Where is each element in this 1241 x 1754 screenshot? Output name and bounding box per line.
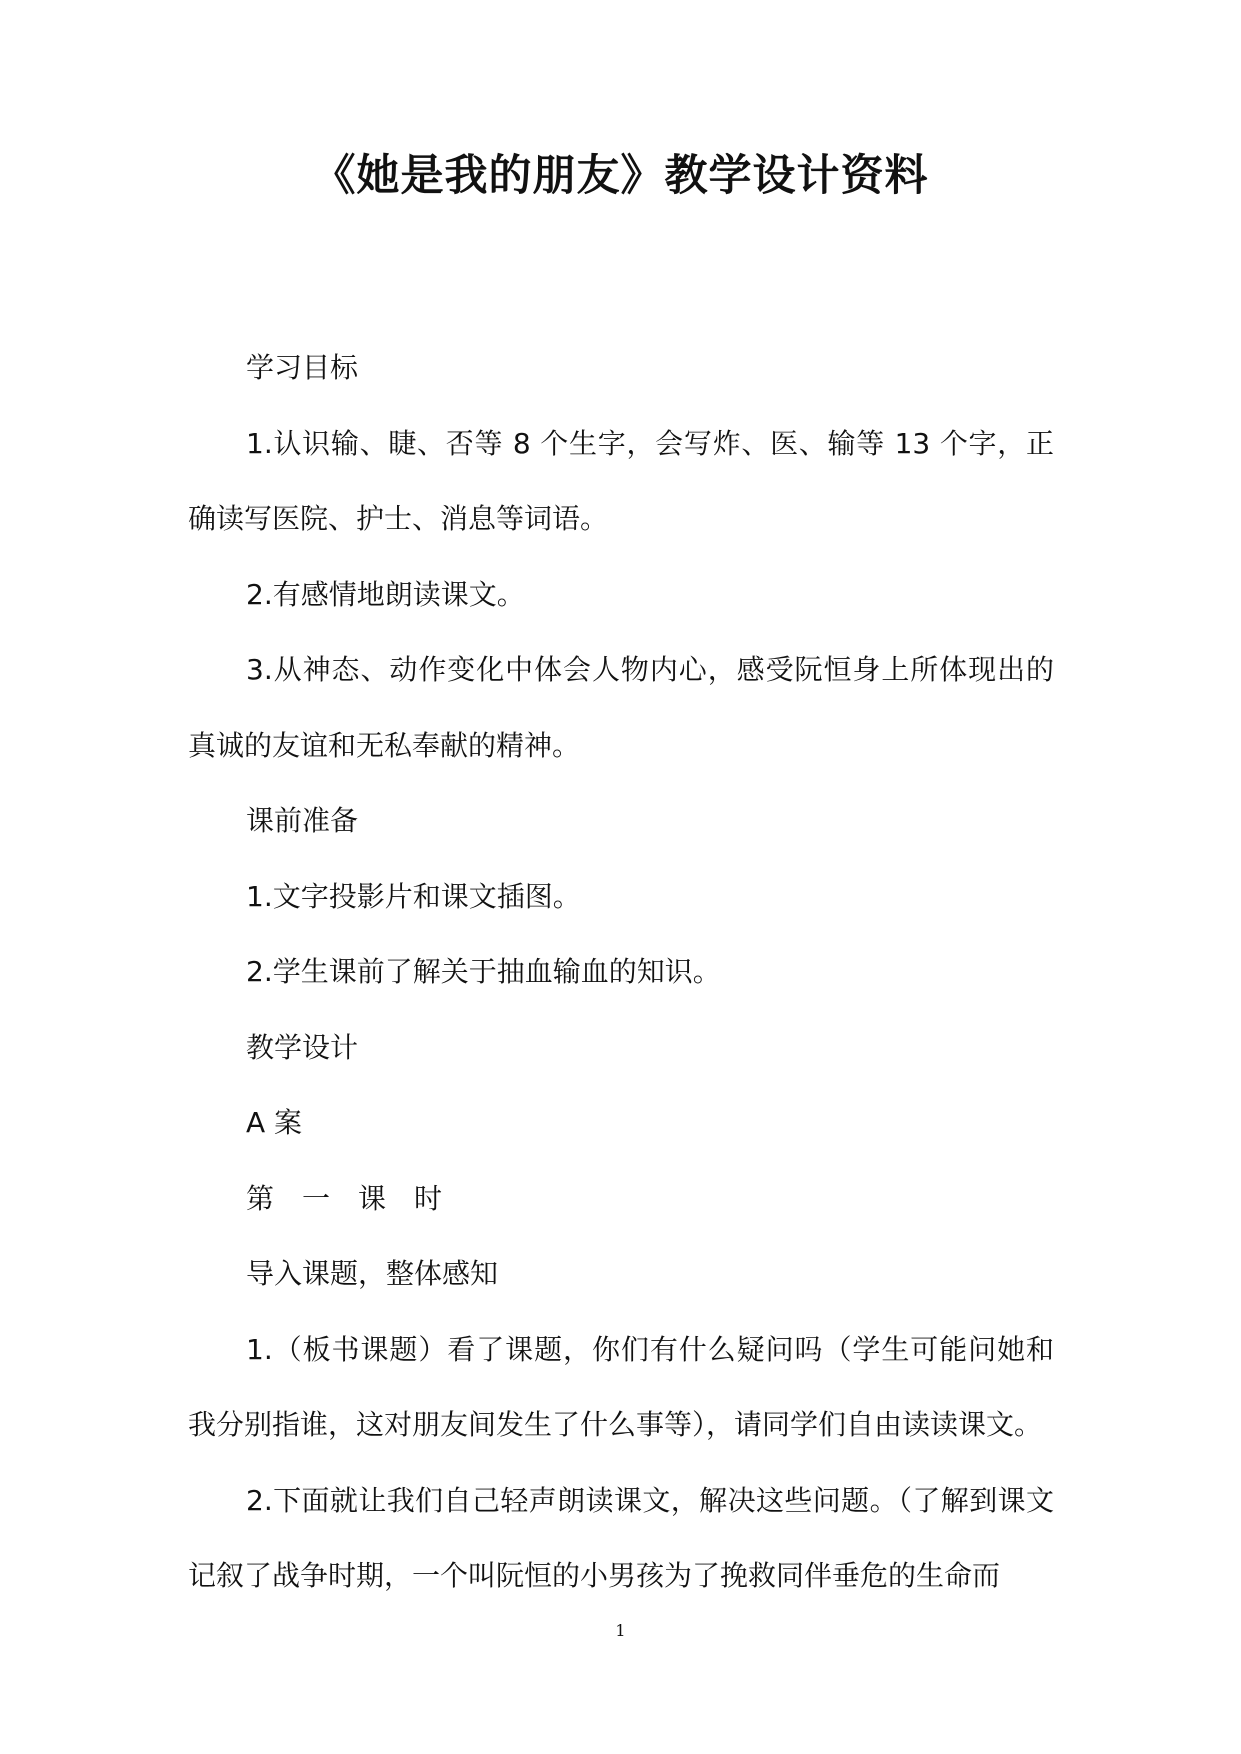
paragraph-prep-2: 2.学生课前了解关于抽血输血的知识。 — [246, 955, 721, 988]
document-title: 《她是我的朋友》教学设计资料 — [312, 151, 929, 201]
paragraph-goal-3: 3.从神态、动作变化中体会人物内心，感受阮恒身上所体现出的真诚的友谊和无私奉献的精神。 — [188, 653, 1054, 762]
paragraph-heading-teaching-design: 教学设计 — [246, 1030, 359, 1064]
paragraph-step-1: 1.（板书课题）看了课题，你们有什么疑问吗（学生可能问她和我分别指谁，这对朋友间发生了什么事等），请同学们自由读读课文。 — [188, 1332, 1054, 1441]
paragraph-heading-learning-goals: 学习目标 — [246, 351, 359, 384]
page-number: 1 — [615, 1621, 626, 1640]
paragraph-goal-1: 1.认识输、睫、否等 8 个生字，会写炸、医、输等 13 个字，正确读写医院、护士、消息等词语。 — [188, 426, 1054, 535]
paragraph-heading-preparation: 课前准备 — [246, 804, 359, 837]
document-body — [188, 330, 1054, 1614]
paragraph-goal-2: 2.有感情地朗读课文。 — [246, 577, 525, 611]
paragraph-heading-introduction: 导入课题，整体感知 — [246, 1257, 499, 1290]
paragraph-prep-1: 1.文字投影片和课文插图。 — [246, 879, 581, 913]
paragraph-first-lesson: 第 一 课 时 — [246, 1181, 443, 1215]
paragraph-step-2: 2.下面就让我们自己轻声朗读课文，解决这些问题。（了解到课文记叙了战争时期，一个叫阮恒的小男孩为了挽救同伴垂危的生命而 — [188, 1483, 1054, 1592]
paragraph-plan-a: A 案 — [246, 1106, 303, 1139]
